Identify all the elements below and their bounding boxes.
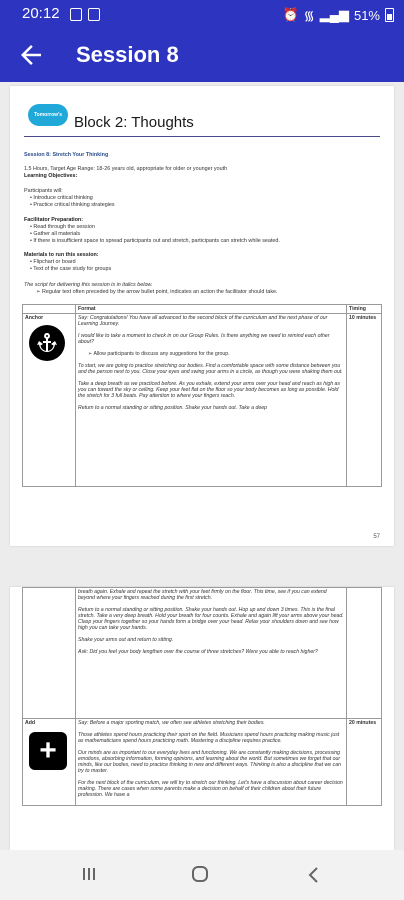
list-item: • Flipchart or board — [30, 259, 76, 265]
status-time: 20:12 — [22, 5, 60, 22]
list-item: • Introduce critical thinking — [30, 195, 93, 201]
prep-label: Facilitator Preparation: — [24, 217, 84, 223]
paragraph: Shake your arms out and return to sitting. — [78, 637, 174, 643]
list-item: • Practice critical thinking strategies — [30, 202, 115, 208]
paragraph: Say: Congratulations! You have all advanced to the second block of the curriculum and the next phase of our Learning Journey. — [78, 315, 328, 327]
participants-will: Participants will: — [24, 188, 63, 194]
back-icon[interactable] — [306, 866, 322, 884]
paragraph: Ask: Did you feel your body lengthen over the course of three stretches? Were you able to reach higher? — [78, 649, 318, 655]
image-icon — [70, 8, 82, 21]
list-item: • Read through the session — [30, 224, 95, 230]
session-heading: Session 8: Stretch Your Thinking — [24, 152, 109, 158]
paragraph: Return to a normal standing or sitting position. Shake your hands out. Hop up and down 3 times. This is the final stretch. Take a very deep breath. Hold your breath for four counts. Exhale and again lift your arms above your head. Clasp your fingers together so your hands form a bridge over your head. Relax your shoulders down and see how high you can take your hands. — [78, 607, 344, 631]
paragraph: To start, we are going to practice stretching our bodies. Find a comfortable space with some distance between you and the person next to you. Close your eyes and swing your arms in a circle, as though you were shaking them out. — [78, 363, 343, 375]
paragraph: Take a deep breath as we practiced before. As you exhale, extend your arms over your head and reach as high as you can toward the sky or ceiling. Keep your feet flat on the floor so your body becomes as long as possible. Hold the stretch for 3 full beats. Pay attention to where your fingers reach. — [78, 381, 341, 399]
paragraph: breath again. Exhale and repeat the stretch with your feet firmly on the floor. This time, see if you can extend beyond where your fingers reached during the first stretch. — [78, 589, 327, 601]
table-header: Timing — [347, 305, 382, 314]
table-header — [23, 305, 76, 314]
plus-icon: + — [29, 732, 67, 770]
timing: 10 minutes — [347, 314, 382, 487]
app-bar — [0, 28, 404, 82]
list-item: • If there is insufficient space to spread participants out and stretch, participants can stretch while seated. — [30, 238, 280, 244]
list-item: ➢ Regular text often preceded by the arrow bullet point, indicates an action the facilitator should take. — [36, 289, 278, 295]
table-row — [23, 719, 382, 806]
document-page-1 — [10, 86, 394, 546]
materials-label: Materials to run this session: — [24, 252, 99, 258]
row-label: Add — [25, 720, 36, 726]
paragraph: I would like to take a moment to check in on our Group Rules. Is there anything we need to remind each other about? — [78, 333, 330, 345]
session-table-continued — [22, 587, 382, 806]
recent-apps-icon[interactable] — [82, 867, 96, 881]
document-page-2 — [10, 587, 394, 850]
wifi-icon: ᯾ — [303, 8, 315, 23]
signal-icon: ▂▄▆ — [319, 7, 349, 22]
status-bar — [0, 0, 404, 28]
paragraph: Return to a normal standing or sitting position. Shake your hands out. Take a deep — [78, 405, 267, 411]
paragraph: ➢ Allow participants to discuss any suggestions for the group. — [88, 351, 230, 357]
document-viewer[interactable] — [0, 82, 404, 850]
page-number: 57 — [373, 534, 380, 540]
row-label: Anchor — [25, 315, 44, 321]
arrow-left-icon[interactable] — [16, 40, 46, 70]
list-item: • Gather all materials — [30, 231, 81, 237]
table-row — [23, 588, 382, 719]
list-item: • Text of the case study for groups — [30, 266, 112, 272]
save-icon — [88, 8, 100, 21]
divider — [24, 136, 380, 137]
battery-percent: 51% — [353, 7, 380, 23]
battery-icon — [385, 8, 394, 22]
system-nav-bar — [0, 850, 404, 900]
logo: Tomorrow's — [28, 104, 68, 126]
timing: 20 minutes — [347, 719, 382, 806]
table-row — [23, 314, 382, 487]
anchor-icon — [29, 325, 65, 361]
home-icon[interactable] — [192, 866, 208, 882]
paragraph: Those athletes spend hours practicing their sport on the field. Musicians spend hours practicing making music just as mathematicians spend hours practicing math. Mastering a discipline requires practice. — [78, 732, 340, 744]
session-table — [22, 304, 382, 487]
page-title: Session 8 — [76, 42, 179, 67]
paragraph: Say: Before a major sporting match, we often see athletes stretching their bodies. — [78, 720, 265, 726]
script-note: The script for delivering this session is in italics below. — [24, 282, 153, 288]
objectives-label: Learning Objectives: — [24, 173, 78, 179]
session-meta: 1.5 Hours, Target Age Range: 18-26 years old, appropriate for older or younger youth — [24, 166, 228, 172]
table-header: Format — [76, 305, 347, 314]
paragraph: For the next block of the curriculum, we will try to stretch our thinking. Let's have a discussion about career decision making. There are cases when some parents make a decision on behalf of their children about their future profession. We have a — [78, 780, 343, 798]
block-title: Block 2: Thoughts — [74, 114, 194, 131]
alarm-icon: ⏰ — [282, 7, 299, 22]
paragraph: Our minds are as important to our everyday lives and functioning. We are constantly making decisions, processing emotions, absorbing information, forming opinions, and learning about the world. But sometimes we forget that our minds, like our bodies, need to practice thinking in new and different ways. Thinking is also a discipline that we can try to master. — [78, 750, 341, 774]
